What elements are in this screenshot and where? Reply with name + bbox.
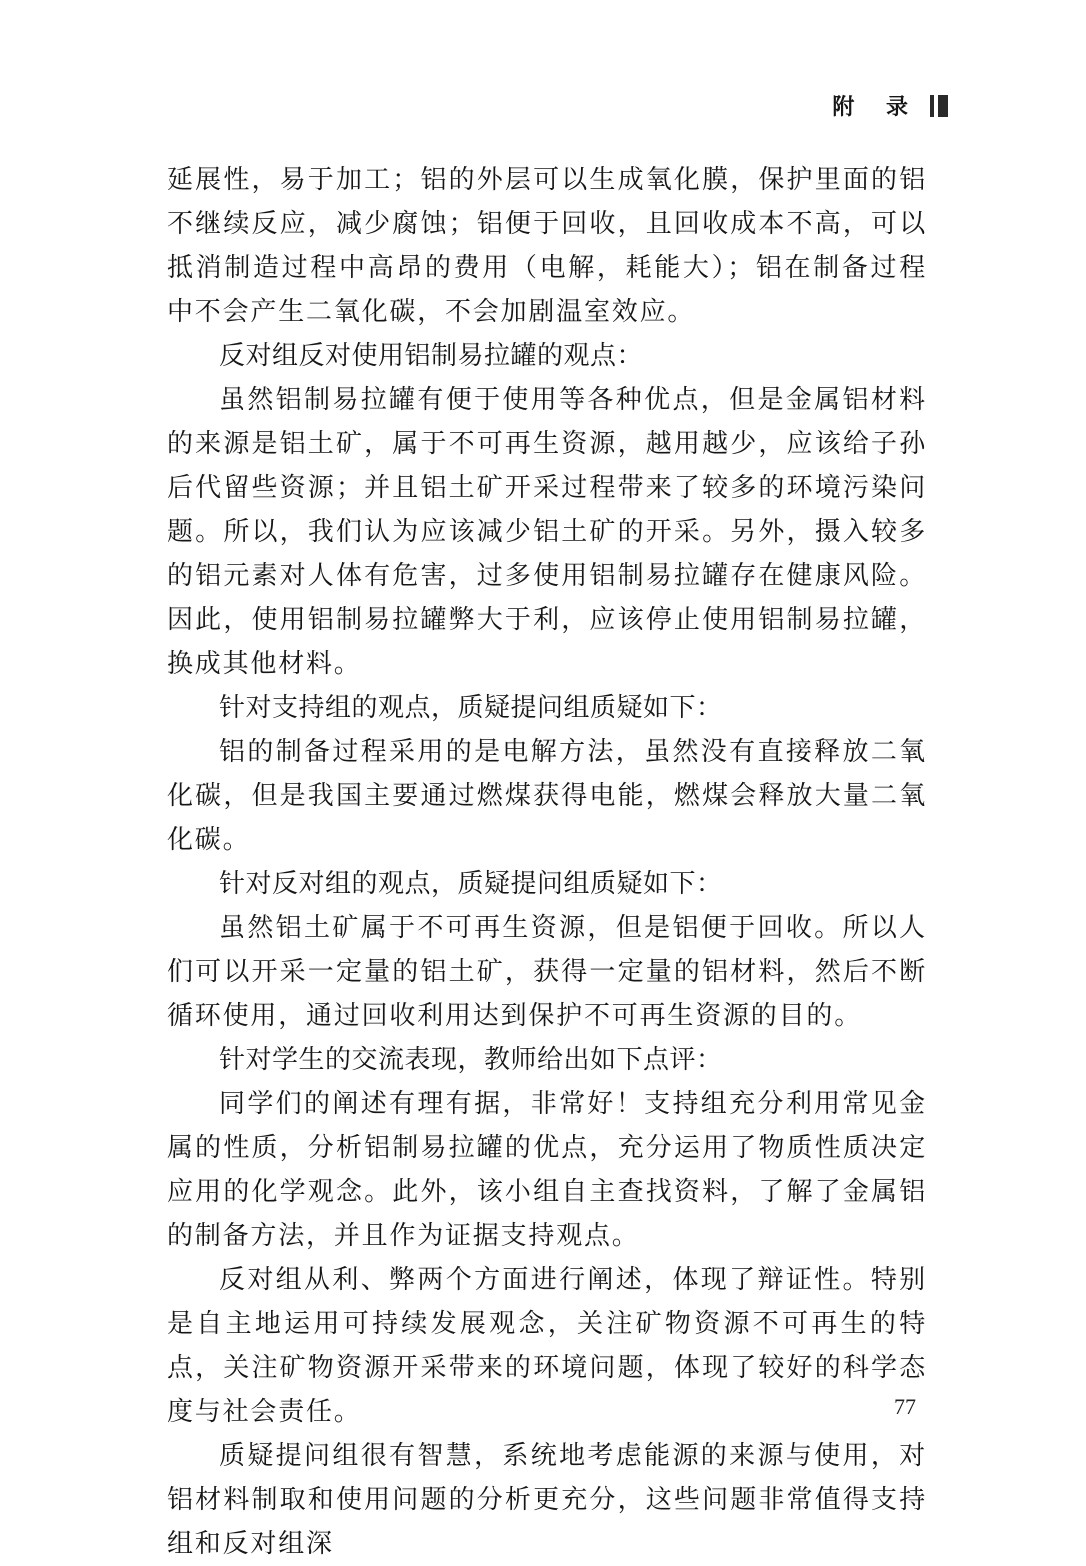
paragraph-question-support: 铝的制备过程采用的是电解方法，虽然没有直接释放二氧化碳，但是我国主要通过燃煤获得电能，燃煤会释放大量二氧化碳。 (167, 737, 927, 855)
paragraph-continued: 延展性，易于加工；铝的外层可以生成氧化膜，保护里面的铝不继续反应，减少腐蚀；铝便于回收，且回收成本不高，可以抵消制造过程中高昂的费用（电解，耗能大）；铝在制备过程中不会产生二氧化碳，不会加剧温室效应。 (167, 165, 927, 327)
paragraph-comment-question: 质疑提问组很有智慧，系统地考虑能源的来源与使用，对铝材料制取和使用问题的分析更充分，这些问题非常值得支持组和反对组深 (167, 1441, 927, 1559)
page-number: 77 (894, 1394, 916, 1419)
page-body (167, 158, 927, 1566)
section-marker-icon (930, 95, 948, 117)
paragraph-opposition-view: 虽然铝制易拉罐有便于使用等各种优点，但是金属铝材料的来源是铝土矿，属于不可再生资源，越用越少，应该给子孙后代留些资源；并且铝土矿开采过程带来了较多的环境污染问题。所以，我们认为应该减少铝土矿的开采。另外，摄入较多的铝元素对人体有危害，过多使用铝制易拉罐存在健康风险。因此，使用铝制易拉罐弊大于利，应该停止使用铝制易拉罐，换成其他材料。 (167, 385, 927, 679)
running-header (832, 90, 948, 121)
subheading-teacher-comment: 针对学生的交流表现，教师给出如下点评： (219, 1045, 723, 1075)
paragraph-comment-opposition: 反对组从利、弊两个方面进行阐述，体现了辩证性。特别是自主地运用可持续发展观念，关注矿物资源不可再生的特点，关注矿物资源开采带来的环境问题，体现了较好的科学态度与社会责任。 (167, 1265, 927, 1427)
subheading-question-opposition: 针对反对组的观点，质疑提问组质疑如下： (219, 869, 723, 899)
paragraph-question-opposition: 虽然铝土矿属于不可再生资源，但是铝便于回收。所以人们可以开采一定量的铝土矿，获得一定量的铝材料，然后不断循环使用，通过回收利用达到保护不可再生资源的目的。 (167, 913, 927, 1031)
subheading-opposition: 反对组反对使用铝制易拉罐的观点： (219, 341, 644, 371)
paragraph-comment-support: 同学们的阐述有理有据，非常好！支持组充分利用常见金属的性质，分析铝制易拉罐的优点，充分运用了物质性质决定应用的化学观念。此外，该小组自主查找资料，了解了金属铝的制备方法，并且作为证据支持观点。 (167, 1089, 927, 1251)
subheading-question-support: 针对支持组的观点，质疑提问组质疑如下： (219, 693, 723, 723)
section-title: 附 录 (832, 94, 920, 120)
